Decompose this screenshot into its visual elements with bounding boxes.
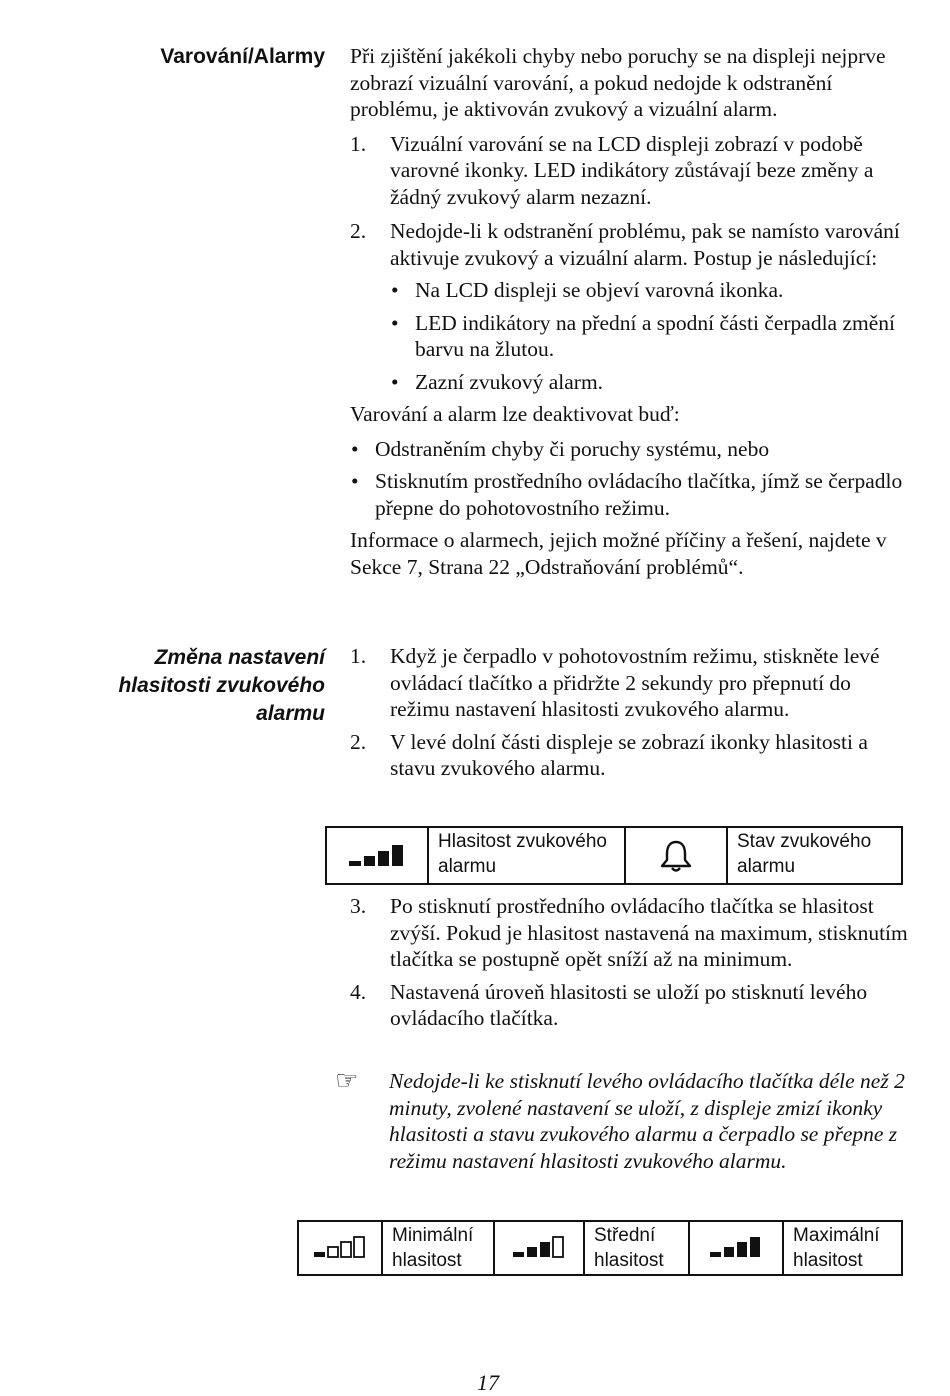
volume-section <box>350 643 915 782</box>
table-cell <box>689 1221 783 1275</box>
table-cell <box>298 1221 382 1275</box>
bullet-icon: • <box>391 278 399 302</box>
step-number: 3. <box>350 894 367 918</box>
table-cell: Stav zvukového alarmu <box>727 827 902 884</box>
warnings-section <box>350 43 915 580</box>
volume-step <box>350 729 915 782</box>
warning-step <box>350 218 915 395</box>
volume-step <box>350 979 915 1032</box>
step-number: 2. <box>350 729 367 754</box>
volume-step <box>350 643 915 723</box>
step-text: Nastavená úroveň hlasitosti se uloží po stisknutí levého ovládacího tlačítka. <box>390 979 868 1030</box>
list-item-text: Stisknutím prostředního ovládacího tlačítka, jímž se čerpadlo přepne do pohotovostního režimu. <box>375 469 903 520</box>
list-item-text: Na LCD displeji se objeví varovná ikonka. <box>415 278 784 302</box>
step-text: Když je čerpadlo v pohotovostním režimu, stiskněte levé ovládací tlačítko a přidržte 2 sekundy pro přepnutí do režimu nastavení hlasitosti zvukového alarmu. <box>390 644 880 721</box>
step-text: Vizuální varování se na LCD displeji zobrazí v podobě varovné ikonky. LED indikátory zůstávají beze změny a žádný zvukový alarm nezazní. <box>390 131 874 209</box>
note-text: Nedojde-li ke stisknutí levého ovládacího tlačítka déle než 2 minuty, zvolené nastavení se uloží, z displeje zmizí ikonky hlasitosti a stavu zvukového alarmu a čerpadlo se přepne z režimu nastavení hlasitosti zvukového alarmu. <box>389 1069 905 1173</box>
bullet-icon: • <box>391 369 399 394</box>
step-number: 1. <box>350 131 367 156</box>
display-icons-table <box>325 826 903 885</box>
bullet-icon: • <box>351 469 359 493</box>
bell-icon <box>658 838 694 874</box>
list-item-text: LED indikátory na přední a spodní části čerpadla změní barvu na žlutou. <box>415 310 896 361</box>
list-item <box>350 468 915 521</box>
section-heading-warnings: Varování/Alarmy <box>160 45 325 68</box>
step-number: 2. <box>350 219 367 243</box>
step-text: Nedojde-li k odstranění problému, pak se namísto varování aktivuje zvukový a vizuální alarm. Postup je následující: <box>390 219 900 270</box>
table-cell: Maximální hlasitost <box>783 1221 902 1275</box>
section-heading-volume-line: Změna nastavení <box>154 646 325 669</box>
step-number: 4. <box>350 979 367 1004</box>
table-cell <box>625 827 727 884</box>
section-heading-volume-line: hlasitosti zvukového <box>118 674 325 697</box>
volume-section-continued <box>350 893 915 1032</box>
table-cell: Hlasitost zvukového alarmu <box>428 827 625 884</box>
volume-bars-icon <box>347 842 407 870</box>
list-item-text: Zazní zvukový alarm. <box>415 369 604 394</box>
list-item-text: Odstraněním chyby či poruchy systému, nebo <box>375 436 770 461</box>
list-item <box>390 310 915 363</box>
warning-step <box>350 131 915 211</box>
step-number: 1. <box>350 644 367 668</box>
bullet-icon: • <box>351 436 359 461</box>
page-number: 17 <box>477 1370 499 1395</box>
volume-step <box>350 893 915 973</box>
list-item <box>350 436 915 463</box>
step-text: Po stisknutí prostředního ovládacího tlačítka se hlasitost zvýší. Pokud je hlasitost nastavená na maximum, stisknutím tlačítka se postupně opět sníží až na minimum. <box>390 894 908 971</box>
volume-mid-icon <box>511 1235 567 1261</box>
list-item <box>390 277 915 304</box>
section-heading-volume-line: alarmu <box>256 702 325 725</box>
list-item <box>390 369 915 396</box>
volume-min-icon <box>312 1235 368 1261</box>
volume-max-icon <box>708 1235 764 1261</box>
table-cell <box>494 1221 584 1275</box>
bullet-icon: • <box>391 310 399 335</box>
alarm-info-reference: Informace o alarmech, jejich možné příčiny a řešení, najdete v Sekce 7, Strana 22 „Odstraňování problémů“. <box>350 528 887 579</box>
warnings-intro: Při zjištění jakékoli chyby nebo poruchy se na displeji nejprve zobrazí vizuální varování, a pokud nedojde k odstranění problému, je aktivován zvukový a vizuální alarm. <box>350 44 886 121</box>
table-cell: Střední hlasitost <box>584 1221 689 1275</box>
section-heading-volume <box>118 644 325 728</box>
step-text: V levé dolní části displeje se zobrazí ikonky hlasitosti a stavu zvukového alarmu. <box>390 729 868 780</box>
table-cell: Minimální hlasitost <box>382 1221 494 1275</box>
table-cell <box>326 827 428 884</box>
volume-levels-table <box>297 1220 903 1276</box>
deactivate-intro: Varování a alarm lze deaktivovat buď: <box>350 402 680 426</box>
pointing-hand-icon: ☞ <box>335 1066 359 1096</box>
